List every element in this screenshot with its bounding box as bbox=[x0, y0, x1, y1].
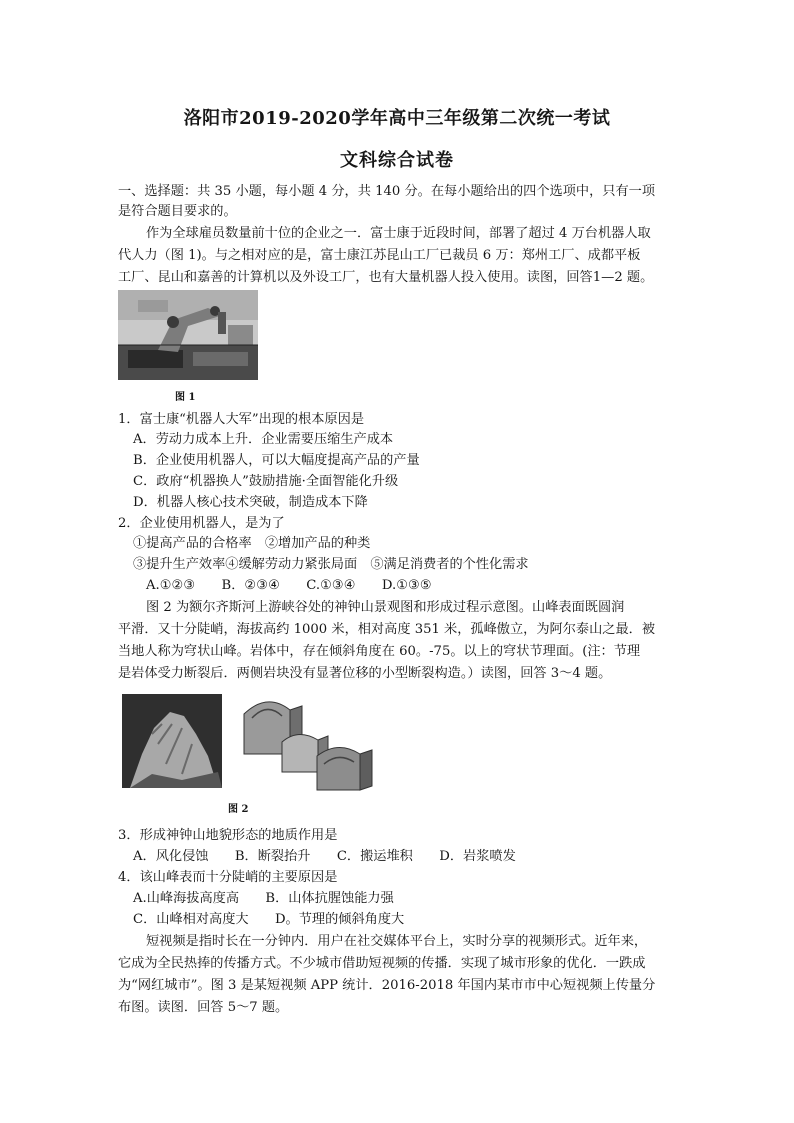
section-instruction-line-2: 是符合题目要求的。 bbox=[118, 204, 237, 219]
figure-2-mountain-diagram bbox=[122, 694, 380, 794]
q1-option-b: B．企业使用机器人，可以大幅度提高产品的产量 bbox=[133, 453, 420, 468]
exam-subtitle: 文科综合试卷 bbox=[340, 150, 454, 171]
passage3-line-4: 布图。读图．回答 5～7 题。 bbox=[118, 1000, 289, 1015]
q2-options: A.①②③ B．②③④ C.①③④ D.①③⑤ bbox=[146, 578, 432, 593]
passage3-line-1: 短视频是指时长在一分钟内．用户在社交媒体平台上，实时分享的视频形式。近年来， bbox=[146, 934, 648, 949]
q2-stem: 2．企业使用机器人，是为了 bbox=[118, 516, 285, 531]
section-instruction-line-1: 一、选择题：共 35 小题，每小题 4 分，共 140 分。在每小题给出的四个选项中，只有一项 bbox=[118, 184, 656, 199]
passage2-line-4: 是岩体受力断裂后．两侧岩块没有显著位移的小型断裂构造。）读图，回答 3～4 题。 bbox=[118, 666, 612, 681]
passage2-line-3: 当地人称为穹状山峰。岩体中，存在倾斜角度在 60。-75。以上的穹状节理面。(注：节理 bbox=[118, 644, 641, 659]
passage2-line-2: 平滑．又十分陡峭，海拔高约 1000 米，相对高度 351 米，孤峰傲立，为阿尔泰山之最．被 bbox=[118, 622, 656, 637]
figure-1-caption: 图 1 bbox=[175, 392, 196, 403]
passage2-line-1: 图 2 为额尔齐斯河上游峡谷处的神钟山景观图和形成过程示意图。山峰表面既圆润 bbox=[146, 600, 625, 615]
q1-option-a: A．劳动力成本上升．企业需要压缩生产成本 bbox=[133, 432, 394, 447]
passage3-line-3: 为“网红城市”。图 3 是某短视频 APP 统计．2016-2018 年国内某市市中心短视频上传量分 bbox=[118, 978, 656, 993]
q3-options: A．风化侵蚀 B．断裂抬升 C．搬运堆积 D．岩浆喷发 bbox=[133, 849, 516, 864]
q2-items-line-2: ③提升生产效率④缓解劳动力紧张局面 ⑤满足消费者的个性化需求 bbox=[133, 557, 529, 572]
q1-option-c: C．政府“机器换人”鼓励措施·全面智能化升级 bbox=[133, 474, 399, 489]
q4-options-line-1: A.山峰海拔高度高 B．山体抗腥蚀能力强 bbox=[133, 891, 394, 906]
q3-stem: 3．形成神钟山地貌形态的地质作用是 bbox=[118, 828, 338, 843]
figure-1-robot-photo bbox=[118, 290, 258, 380]
exam-title: 洛阳市2019-2020学年高中三年级第二次统一考试 bbox=[183, 108, 611, 129]
passage1-line-3: 工厂、昆山和嘉善的计算机以及外设工厂，也有大量机器人投入使用。读图，回答1—2 题。 bbox=[118, 270, 654, 285]
passage3-line-2: 它成为全民热捧的传播方式。不少城市借助短视频的传播．实现了城市形象的优化．一跌成 bbox=[118, 956, 646, 971]
q4-options-line-2: C．山峰相对高度大 D。节理的倾斜角度大 bbox=[133, 912, 405, 927]
q1-stem: 1．富士康“机器人大军”出现的根本原因是 bbox=[118, 412, 365, 427]
passage1-line-2: 代人力（图 1)。与之相对应的是，富士康江苏昆山工厂已裁员 6 万：郑州工厂、成都平板 bbox=[118, 248, 641, 263]
passage1-line-1: 作为全球雇员数量前十位的企业之一．富士康于近段时间，部署了超过 4 万台机器人取 bbox=[146, 226, 651, 241]
q2-items-line-1: ①提高产品的合格率 ②增加产品的种类 bbox=[133, 536, 371, 551]
figure-2-caption: 图 2 bbox=[228, 804, 249, 815]
q4-stem: 4．该山峰表而十分陡峭的主要原因是 bbox=[118, 870, 338, 885]
q1-option-d: D．机器人核心技术突破，制造成本下降 bbox=[133, 495, 368, 510]
